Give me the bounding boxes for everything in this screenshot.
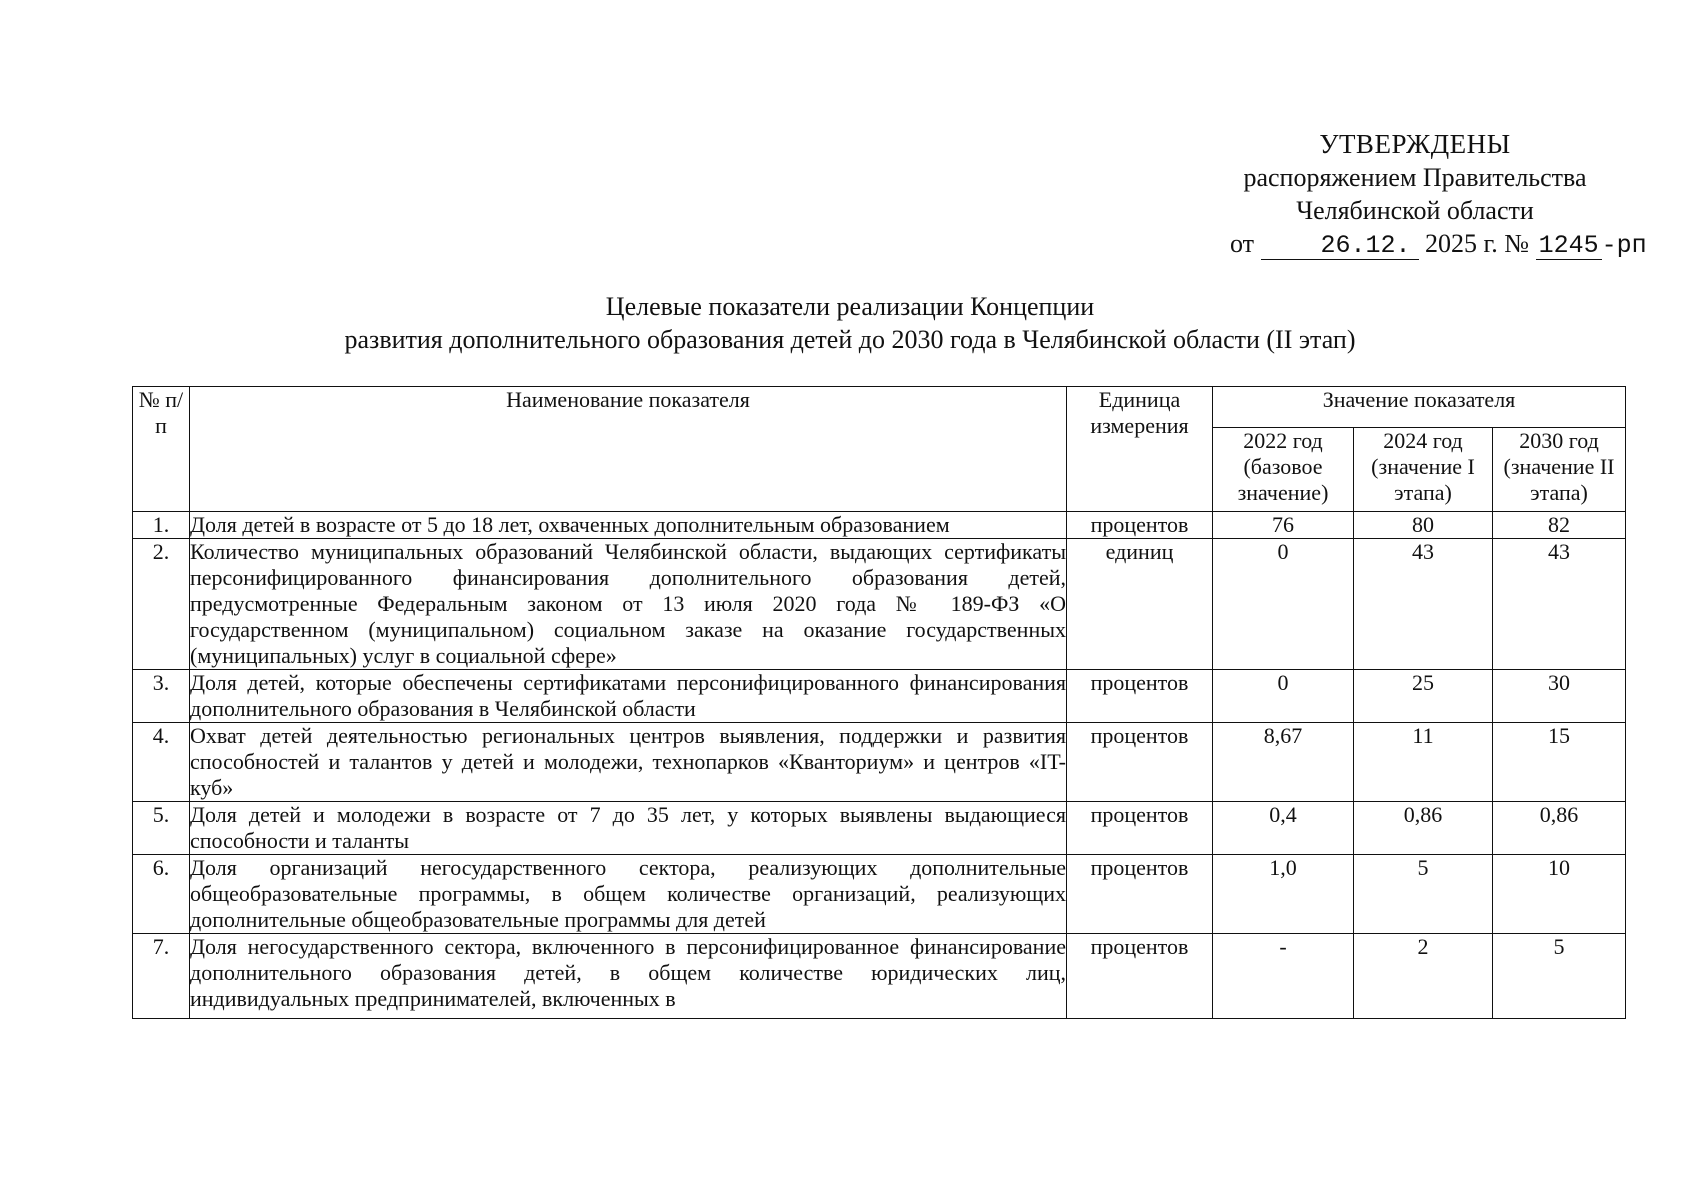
- approval-block: [1180, 128, 1650, 262]
- row-number: 1.: [133, 512, 190, 539]
- row-unit: процентов: [1067, 934, 1213, 1019]
- indicators-table: [132, 386, 1626, 1019]
- order-date: 26.12.: [1320, 231, 1411, 260]
- table-row: [133, 855, 1626, 934]
- row-unit: единиц: [1067, 539, 1213, 670]
- table-row: [133, 670, 1626, 723]
- row-number: 2.: [133, 539, 190, 670]
- approval-line-2: Челябинской области: [1296, 196, 1534, 225]
- header-2030: 2030 год (значение II этапа): [1493, 428, 1626, 512]
- row-unit: процентов: [1067, 512, 1213, 539]
- row-value-2024: 43: [1354, 539, 1493, 670]
- row-value-2022: 76: [1213, 512, 1354, 539]
- row-name: Доля детей и молодежи в возрасте от 7 до 35 лет, у которых выявлены выдающиеся способности и таланты: [190, 802, 1066, 853]
- row-value-2024: 80: [1354, 512, 1493, 539]
- approval-line-1: распоряжением Правительства: [1243, 163, 1587, 192]
- row-number: 6.: [133, 855, 190, 934]
- row-name: Доля детей, которые обеспечены сертификатами персонифицированного финансирования дополнительного образования в Челябинской области: [190, 670, 1066, 721]
- row-unit: процентов: [1067, 670, 1213, 723]
- row-number: 3.: [133, 670, 190, 723]
- row-value-2030: 10: [1493, 855, 1626, 934]
- row-unit: процентов: [1067, 855, 1213, 934]
- row-name: Доля негосударственного сектора, включенного в персонифицированное финансирование дополнительного образования детей, в общем количестве юридических лиц, индивидуальных предпринимателей, включенных в: [190, 934, 1067, 1019]
- order-date-blank: [1261, 231, 1419, 260]
- row-value-2024: 11: [1354, 723, 1493, 802]
- header-2024: 2024 год (значение I этапа): [1354, 428, 1493, 512]
- order-reference: [1230, 227, 1650, 262]
- row-name: Доля организаций негосударственного сектора, реализующих дополнительные общеобразовательные программы, в общем количестве организаций, реализующих дополнительные общеобразовательные программы для детей: [190, 855, 1066, 932]
- row-value-2024: 0,86: [1354, 802, 1493, 855]
- row-value-2022: 0: [1213, 670, 1354, 723]
- row-value-2024: 2: [1354, 934, 1493, 1019]
- document-title-line-1: Целевые показатели реализации Концепции: [605, 292, 1095, 321]
- approval-title: УТВЕРЖДЕНЫ: [1319, 129, 1511, 159]
- row-value-2022: 0,4: [1213, 802, 1354, 855]
- table-header-row: [133, 387, 1626, 428]
- header-2022: 2022 год (базовое значение): [1213, 428, 1354, 512]
- order-prefix: от: [1230, 229, 1255, 258]
- table-row: [133, 934, 1626, 1019]
- row-value-2024: 5: [1354, 855, 1493, 934]
- row-value-2022: -: [1213, 934, 1354, 1019]
- row-number: 5.: [133, 802, 190, 855]
- row-value-2024: 25: [1354, 670, 1493, 723]
- header-value-group: Значение показателя: [1213, 387, 1626, 428]
- row-value-2030: 5: [1493, 934, 1626, 1019]
- table-row: [133, 723, 1626, 802]
- header-unit: Единица измерения: [1067, 387, 1213, 512]
- row-number: 7.: [133, 934, 190, 1019]
- table-row: [133, 512, 1626, 539]
- row-value-2022: 1,0: [1213, 855, 1354, 934]
- row-value-2030: 30: [1493, 670, 1626, 723]
- order-year: 2025 г. №: [1425, 229, 1530, 258]
- row-value-2022: 8,67: [1213, 723, 1354, 802]
- order-suffix: -рп: [1601, 231, 1647, 260]
- row-value-2030: 15: [1493, 723, 1626, 802]
- document-title: [300, 290, 1400, 356]
- row-value-2022: 0: [1213, 539, 1354, 670]
- row-unit: процентов: [1067, 723, 1213, 802]
- row-name: Количество муниципальных образований Челябинской области, выдающих сертификаты персонифицированного финансирования дополнительного образования детей, предусмотренные Федеральным законом от 13 июля 2020 года № 189-ФЗ «О государственном (муниципальном) социальном заказе на оказание государственных (муниципальных) услуг в социальной сфере»: [190, 539, 1066, 668]
- header-name: Наименование показателя: [190, 387, 1067, 512]
- row-value-2030: 82: [1493, 512, 1626, 539]
- table-row: [133, 539, 1626, 670]
- document-title-line-2: развития дополнительного образования детей до 2030 года в Челябинской области (II этап): [344, 325, 1356, 354]
- row-unit: процентов: [1067, 802, 1213, 855]
- order-number-blank: [1536, 231, 1602, 260]
- row-name: Доля детей в возрасте от 5 до 18 лет, охваченных дополнительным образованием: [190, 512, 1067, 539]
- order-number: 1245: [1538, 231, 1599, 260]
- table-row: [133, 802, 1626, 855]
- row-number: 4.: [133, 723, 190, 802]
- row-name: Охват детей деятельностью региональных центров выявления, поддержки и развития способностей и талантов у детей и молодежи, технопарков «Кванториум» и центров «IT-куб»: [190, 723, 1066, 800]
- row-value-2030: 0,86: [1493, 802, 1626, 855]
- header-number: № п/п: [133, 387, 190, 512]
- row-value-2030: 43: [1493, 539, 1626, 670]
